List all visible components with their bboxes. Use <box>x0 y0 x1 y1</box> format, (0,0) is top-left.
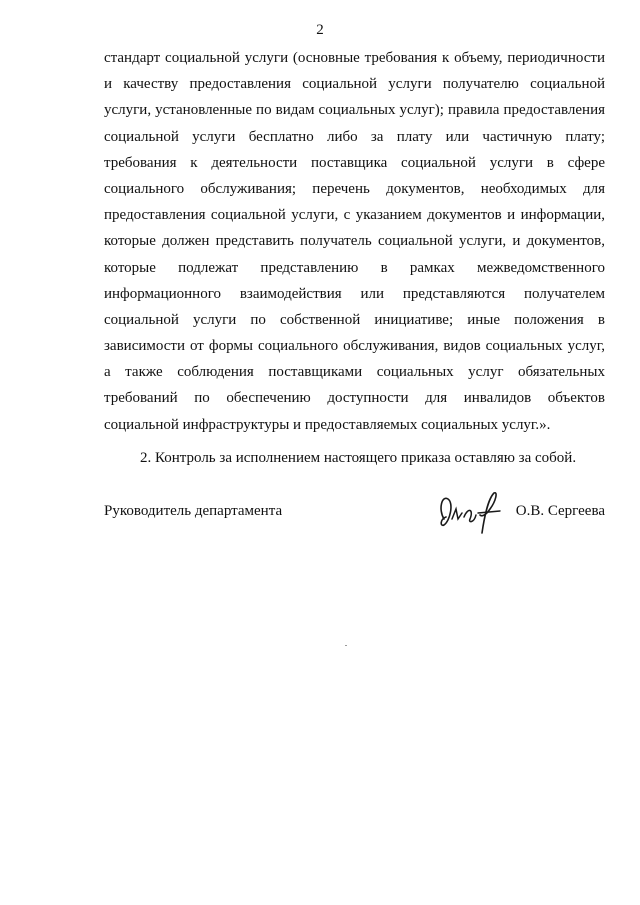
signature-block <box>104 495 605 535</box>
signatory-role: Руководитель департамента <box>104 503 283 519</box>
text-line: стандарт социальной услуги (основные требования к объему, периодичности <box>104 50 605 66</box>
scan-speck <box>345 645 347 646</box>
text-line: зависимости от формы социального обслуживания, видов социальных услуг, <box>104 338 605 355</box>
text-line: информационного взаимодействия или представляются получателем <box>104 285 605 302</box>
text-line: услуги, установленные по видам социальных услуг); правила предоставления <box>104 102 605 119</box>
text-line: и качеству предоставления социальной услуги получателю социальной <box>104 76 605 93</box>
list-item-2: 2. Контроль за исполнением настоящего приказа оставляю за собой. <box>140 449 577 466</box>
text-line: требования к деятельности поставщика социальной услуги в сфере <box>104 154 605 171</box>
text-line: которые подлежат представлению в рамках межведомственного <box>104 259 605 276</box>
text-line: которые должен представить получатель социальной услуги, и документов, <box>104 233 605 250</box>
text-line: требований по обеспечению доступности для инвалидов объектов <box>104 390 605 407</box>
body-text <box>104 45 605 471</box>
text-line: социальной инфраструктуры и предоставляемых социальных услуг.». <box>104 416 551 433</box>
text-line: предоставления социальной услуги, с указанием документов и информации, <box>104 207 605 224</box>
text-line: социальной услуги по собственной инициативе; иные положения в <box>104 311 605 328</box>
text-line: а также соблюдения поставщиками социальных услуг обязательных <box>104 364 605 381</box>
text-line: социального обслуживания; перечень документов, необходимых для <box>104 180 605 197</box>
signatory-name: О.В. Сергеева <box>515 503 605 519</box>
handwritten-signature <box>434 489 514 535</box>
page-number: 2 <box>316 22 324 38</box>
text-line: социальной услуги бесплатно либо за плату или частичную плату; <box>104 128 605 145</box>
